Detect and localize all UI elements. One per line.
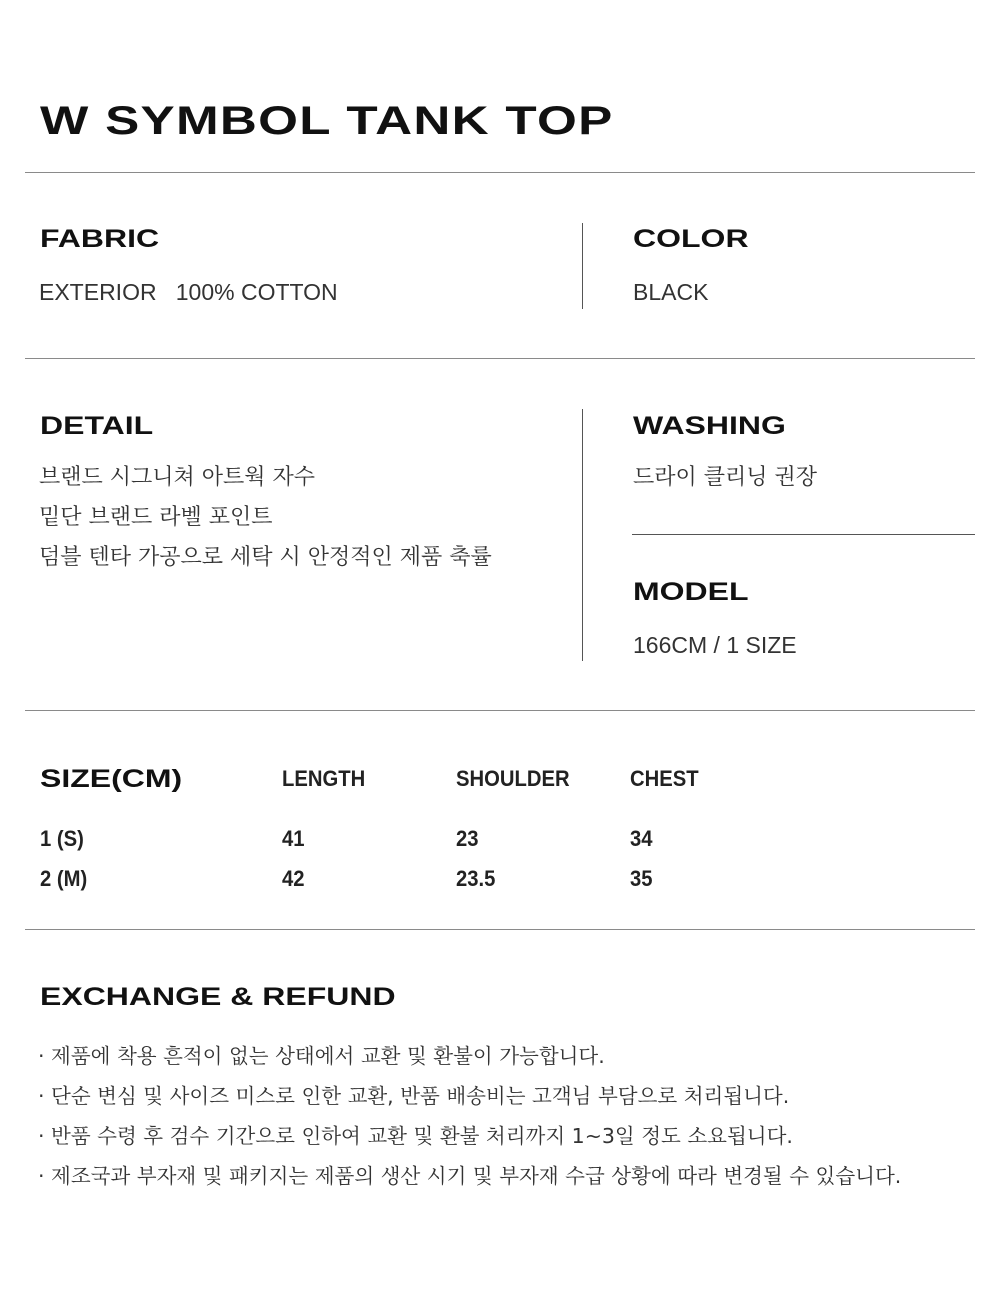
- cell-shoulder: 23.5: [456, 866, 496, 891]
- product-title: W SYMBOL TANK TOP: [40, 99, 614, 143]
- column-header-length: LENGTH: [282, 766, 366, 791]
- cell-shoulder: 23: [456, 826, 479, 851]
- exchange-notes: [38, 1036, 901, 1196]
- cell-chest: 35: [630, 866, 653, 891]
- fabric-heading: FABRIC: [40, 225, 160, 253]
- detail-line: 브랜드 시그니쳐 아트웍 자수: [39, 465, 316, 490]
- exchange-note: · 단순 변심 및 사이즈 미스로 인한 교환, 반품 배송비는 고객님 부담으로 처리됩니다.: [38, 1084, 790, 1108]
- cell-length: 41: [282, 826, 305, 851]
- model-heading: MODEL: [633, 578, 749, 606]
- divider: [25, 929, 975, 930]
- color-heading: COLOR: [633, 225, 749, 253]
- exchange-note: · 제조국과 부자재 및 패키지는 제품의 생산 시기 및 부자재 수급 상황에 따라 변경될 수 있습니다.: [38, 1164, 902, 1188]
- exchange-heading: EXCHANGE & REFUND: [40, 983, 396, 1011]
- color-value: BLACK: [633, 279, 709, 305]
- exchange-note: · 제품에 착용 흔적이 없는 상태에서 교환 및 환불이 가능합니다.: [38, 1044, 605, 1068]
- divider: [25, 710, 975, 711]
- cell-length: 42: [282, 866, 305, 891]
- column-header-chest: CHEST: [630, 766, 699, 791]
- detail-heading: DETAIL: [40, 412, 154, 440]
- row-size-label: 1 (S): [40, 826, 84, 851]
- detail-list: [39, 458, 492, 578]
- column-header-shoulder: SHOULDER: [456, 766, 570, 791]
- washing-heading: WASHING: [633, 412, 786, 440]
- detail-line: 덤블 텐타 가공으로 세탁 시 안정적인 제품 축률: [39, 545, 492, 570]
- row-size-label: 2 (M): [40, 866, 88, 891]
- fabric-value: EXTERIOR 100% COTTON: [39, 279, 338, 305]
- washing-value: 드라이 클리닝 권장: [633, 465, 818, 490]
- column-divider: [582, 223, 583, 309]
- detail-line: 밑단 브랜드 라벨 포인트: [39, 505, 273, 530]
- cell-chest: 34: [630, 826, 653, 851]
- divider: [25, 172, 975, 173]
- size-heading: SIZE(CM): [40, 765, 183, 793]
- column-divider: [582, 409, 583, 661]
- model-value: 166CM / 1 SIZE: [633, 632, 797, 658]
- divider: [25, 358, 975, 359]
- sub-divider: [632, 534, 975, 535]
- exchange-note: · 반품 수령 후 검수 기간으로 인하여 교환 및 환불 처리까지 1~3일 정도 소요됩니다.: [38, 1124, 793, 1148]
